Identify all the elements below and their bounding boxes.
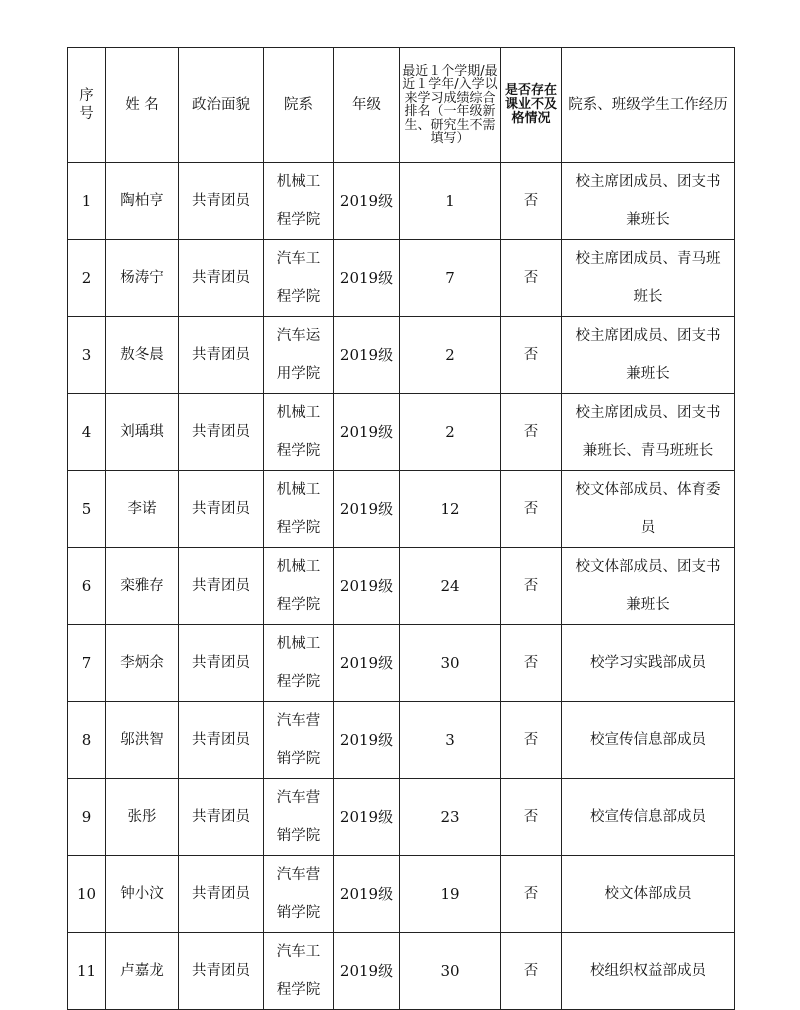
cell-fail: 否 — [501, 317, 562, 394]
cell-fail: 否 — [501, 856, 562, 933]
header-index: 序号 — [68, 48, 106, 163]
cell-grade: 2019级 — [334, 471, 400, 548]
cell-experience: 校学习实践部成员 — [562, 625, 735, 702]
cell-political: 共青团员 — [179, 779, 264, 856]
cell-name: 李诺 — [106, 471, 179, 548]
cell-rank: 1 — [400, 163, 501, 240]
cell-grade: 2019级 — [334, 702, 400, 779]
cell-department: 汽车运用学院 — [264, 317, 334, 394]
cell-political: 共青团员 — [179, 317, 264, 394]
cell-fail: 否 — [501, 394, 562, 471]
cell-index: 5 — [68, 471, 106, 548]
cell-rank: 2 — [400, 317, 501, 394]
cell-name: 李炳余 — [106, 625, 179, 702]
cell-department: 汽车营销学院 — [264, 856, 334, 933]
cell-experience: 校主席团成员、团支书兼班长、青马班班长 — [562, 394, 735, 471]
cell-experience: 校主席团成员、青马班班长 — [562, 240, 735, 317]
cell-department: 汽车工程学院 — [264, 933, 334, 1010]
cell-experience: 校主席团成员、团支书兼班长 — [562, 163, 735, 240]
cell-department: 机械工程学院 — [264, 471, 334, 548]
cell-index: 1 — [68, 163, 106, 240]
table-row — [68, 702, 735, 779]
cell-rank: 7 — [400, 240, 501, 317]
table-row — [68, 471, 735, 548]
cell-experience: 校文体部成员 — [562, 856, 735, 933]
table-row — [68, 317, 735, 394]
table-body — [68, 163, 735, 1010]
cell-name: 陶柏亨 — [106, 163, 179, 240]
cell-name: 张彤 — [106, 779, 179, 856]
cell-fail: 否 — [501, 779, 562, 856]
header-fail: 是否存在课业不及格情况 — [501, 48, 562, 163]
cell-index: 7 — [68, 625, 106, 702]
cell-political: 共青团员 — [179, 856, 264, 933]
table-row — [68, 933, 735, 1010]
cell-political: 共青团员 — [179, 625, 264, 702]
header-grade: 年级 — [334, 48, 400, 163]
cell-department: 汽车营销学院 — [264, 702, 334, 779]
cell-rank: 30 — [400, 933, 501, 1010]
student-table — [67, 47, 735, 1010]
cell-political: 共青团员 — [179, 933, 264, 1010]
cell-experience: 校宣传信息部成员 — [562, 702, 735, 779]
cell-fail: 否 — [501, 625, 562, 702]
cell-index: 11 — [68, 933, 106, 1010]
cell-rank: 19 — [400, 856, 501, 933]
header-political: 政治面貌 — [179, 48, 264, 163]
cell-index: 8 — [68, 702, 106, 779]
cell-rank: 23 — [400, 779, 501, 856]
cell-rank: 30 — [400, 625, 501, 702]
cell-grade: 2019级 — [334, 317, 400, 394]
cell-political: 共青团员 — [179, 240, 264, 317]
cell-fail: 否 — [501, 471, 562, 548]
cell-experience: 校主席团成员、团支书兼班长 — [562, 317, 735, 394]
cell-name: 邬洪智 — [106, 702, 179, 779]
cell-index: 9 — [68, 779, 106, 856]
cell-name: 卢嘉龙 — [106, 933, 179, 1010]
cell-rank: 12 — [400, 471, 501, 548]
cell-index: 2 — [68, 240, 106, 317]
cell-grade: 2019级 — [334, 779, 400, 856]
cell-name: 栾雅存 — [106, 548, 179, 625]
table-row — [68, 548, 735, 625]
cell-department: 汽车营销学院 — [264, 779, 334, 856]
cell-name: 杨涛宁 — [106, 240, 179, 317]
cell-political: 共青团员 — [179, 163, 264, 240]
cell-department: 汽车工程学院 — [264, 240, 334, 317]
cell-grade: 2019级 — [334, 394, 400, 471]
cell-political: 共青团员 — [179, 471, 264, 548]
table-row — [68, 856, 735, 933]
cell-experience: 校文体部成员、体育委员 — [562, 471, 735, 548]
table-row — [68, 163, 735, 240]
cell-department: 机械工程学院 — [264, 548, 334, 625]
header-experience: 院系、班级学生工作经历 — [562, 48, 735, 163]
cell-grade: 2019级 — [334, 163, 400, 240]
cell-name: 钟小汶 — [106, 856, 179, 933]
cell-index: 6 — [68, 548, 106, 625]
header-rank: 最近１个学期/最近１学年/入学以来学习成绩综合排名（一年级新生、研究生不需填写） — [400, 48, 501, 163]
header-department: 院系 — [264, 48, 334, 163]
cell-experience: 校组织权益部成员 — [562, 933, 735, 1010]
cell-political: 共青团员 — [179, 548, 264, 625]
cell-index: 3 — [68, 317, 106, 394]
cell-department: 机械工程学院 — [264, 163, 334, 240]
cell-grade: 2019级 — [334, 240, 400, 317]
cell-rank: 24 — [400, 548, 501, 625]
cell-political: 共青团员 — [179, 394, 264, 471]
cell-experience: 校宣传信息部成员 — [562, 779, 735, 856]
cell-fail: 否 — [501, 240, 562, 317]
cell-grade: 2019级 — [334, 856, 400, 933]
cell-index: 4 — [68, 394, 106, 471]
cell-grade: 2019级 — [334, 933, 400, 1010]
cell-name: 敖冬晨 — [106, 317, 179, 394]
student-list-document — [67, 47, 735, 1010]
cell-name: 刘瑀琪 — [106, 394, 179, 471]
cell-grade: 2019级 — [334, 625, 400, 702]
table-row — [68, 625, 735, 702]
cell-department: 机械工程学院 — [264, 394, 334, 471]
cell-experience: 校文体部成员、团支书兼班长 — [562, 548, 735, 625]
table-row — [68, 394, 735, 471]
cell-political: 共青团员 — [179, 702, 264, 779]
cell-grade: 2019级 — [334, 548, 400, 625]
cell-index: 10 — [68, 856, 106, 933]
header-name: 姓 名 — [106, 48, 179, 163]
cell-fail: 否 — [501, 933, 562, 1010]
cell-fail: 否 — [501, 163, 562, 240]
cell-fail: 否 — [501, 702, 562, 779]
cell-department: 机械工程学院 — [264, 625, 334, 702]
cell-rank: 3 — [400, 702, 501, 779]
table-row — [68, 240, 735, 317]
table-row — [68, 779, 735, 856]
header-row — [68, 48, 735, 163]
cell-rank: 2 — [400, 394, 501, 471]
cell-fail: 否 — [501, 548, 562, 625]
